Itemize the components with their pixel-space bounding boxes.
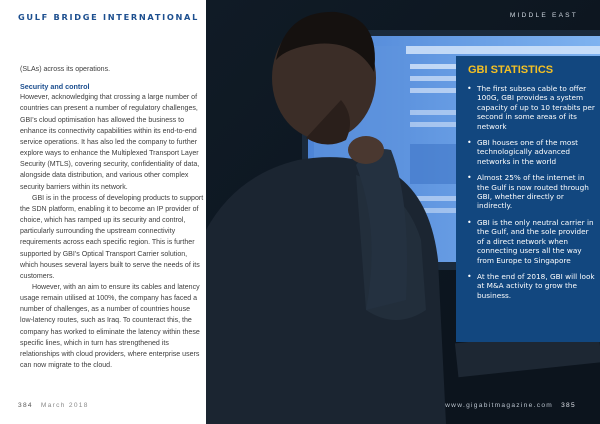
- stats-item: [467, 218, 595, 265]
- article-body: [20, 64, 204, 371]
- stats-list: [467, 84, 595, 307]
- stats-item: [467, 84, 595, 131]
- lead-in-text: (SLAs) across its operations.: [20, 66, 111, 73]
- right-folio: [445, 402, 576, 409]
- section-tag: MIDDLE EAST: [509, 12, 578, 19]
- section-subheading: Security and control: [20, 82, 90, 92]
- issue-date: March 2018: [40, 402, 89, 409]
- bullet-icon: •: [467, 173, 472, 183]
- website-url: www.gigabitmagazine.com: [445, 402, 554, 409]
- article-paragraph-2: GBI is in the process of developing products to support the SDN platform, enabling it to become an IP provider of choice, which has ramped up its security and control, particularly surrounding the upstream connectivity requirements across each specific region. This is further supported by GBI’s Optical Transport Carrier solution, which houses several layers built to serve the needs of its customers.: [20, 194, 204, 280]
- stats-item: [467, 138, 595, 166]
- stats-item: [467, 272, 595, 300]
- stats-sidebar: [456, 56, 600, 342]
- article-paragraph-1: However, acknowledging that crossing a large number of countries can present a number of regulatory challenges, GBI’s cloud optimisation has allowed the business to enhance its connectivity capabilities within its end-to-end service operations. It has also led the company to further explore ways to enhance the Multiplexed Transport Layer Security (MTLS), covering security, confidentiality of data, alongside data distribution, and various other complex security barriers within its network.: [20, 94, 200, 191]
- bullet-icon: •: [467, 271, 472, 281]
- bullet-icon: •: [467, 84, 472, 93]
- right-page-number: 385: [561, 402, 576, 409]
- stats-title: GBI STATISTICS: [468, 64, 554, 76]
- stats-item: [467, 173, 595, 211]
- left-folio: [18, 402, 89, 409]
- left-page-number: 384: [18, 402, 33, 409]
- stats-item-text: At the end of 2018, GBI will look at M&A activity to grow the business.: [477, 271, 595, 300]
- article-paragraph-3: However, with an aim to ensure its cables and latency usage remain utilised at 100%, the company has faced a number of challenges, as a number of countries house low-latency routes, such as Iraq. To counteract this, the company has worked to eliminate the latency within these specific lines, which in turn has strengthened its relationships with cloud providers, where enterprise users can now migrate to the cloud.: [20, 283, 200, 370]
- bullet-icon: •: [467, 138, 472, 148]
- stats-item-text: GBI houses one of the most technologically advanced networks in the world: [477, 138, 579, 166]
- stats-item-text: The first subsea cable to offer 100G, GBI provides a system capacity of up to 10 terabits per second in some areas of its network: [477, 84, 595, 131]
- left-page: [0, 0, 206, 424]
- stats-item-text: GBI is the only neutral carrier in the Gulf, and the sole provider of a direct network when connecting users all the way from Europe to Singapore: [477, 217, 594, 265]
- bullet-icon: •: [467, 217, 472, 227]
- magazine-brand: GULF BRIDGE INTERNATIONAL: [18, 12, 200, 22]
- stats-item-text: Almost 25% of the internet in the Gulf is now routed through GBI, whether directly or indirectly.: [477, 173, 589, 211]
